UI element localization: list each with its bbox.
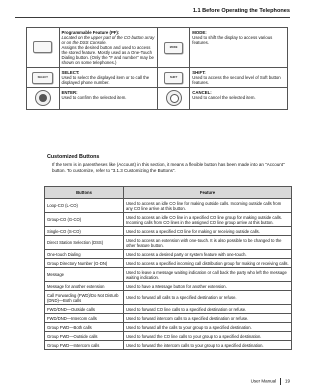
button-feature: Used to access a specified CO line for making or receiving outside calls. [124,227,292,236]
button-name: Group FWD—Outside calls [45,332,124,341]
key-name: MODE: [192,30,207,35]
key-desc: Used to confirm the selected item. [61,95,127,100]
select-key-cell [27,68,60,88]
button-name: FWD/DND—Outside calls [45,305,124,314]
programmable-key-cell [27,28,60,68]
button-name: Loop-CO (L-CO) [45,199,124,213]
button-name: Group FWD—Intercom calls [45,341,124,350]
button-feature: Used to forward all the calls to your group to a specified destination. [124,323,292,332]
key-row [27,68,288,88]
button-name: One-touch Dialing [45,250,124,259]
table-row [45,236,292,250]
table-row [45,341,292,350]
button-name: Group FWD—Both calls [45,323,124,332]
button-feature: Used to access an idle CO line in a specified CO line group for making outside calls. Incoming calls from CO lines in the assigned CO line group arrive at this button. [124,213,292,227]
select-key-icon [32,72,53,84]
mode-key-cell [157,28,189,68]
button-name: Group-CO (G-CO) [45,213,124,227]
table-row [45,323,292,332]
shift-key-icon [164,72,183,84]
shift-key-text [190,68,288,88]
mode-key-text [190,28,288,68]
section-title: Customized Buttons [47,154,100,160]
cancel-key-icon [166,90,182,106]
table-row [45,305,292,314]
button-feature: Used to forward CO line calls to a specified destination or refuse. [124,305,292,314]
mode-key-icon [164,42,183,54]
table-row [45,250,292,259]
table-row [45,332,292,341]
button-name: Group Directory Number (G-DN) [45,259,124,268]
button-feature: Used to access an idle CO line for making outside calls. Incoming outside calls from any CO line arrive at this button. [124,199,292,213]
key-desc-italic: Located on the upper part of the CO button array or on the DSS Console. [61,35,155,45]
key-row [27,88,288,110]
button-name: Single-CO (S-CO) [45,227,124,236]
mode-key-label: MODE [169,45,178,49]
page-footer [251,378,290,385]
table-row [45,282,292,291]
key-desc: Used to shift the display to access various features. [192,35,273,45]
key-desc: Used to cancel the selected item. [192,95,256,100]
table-row [45,199,292,213]
page-header [0,0,300,22]
button-feature: Used to access a specified incoming call distribution group for making or receiving calls. [124,259,292,268]
column-header-buttons: Buttons [45,187,124,199]
header-rule [15,17,290,18]
cancel-key-text [190,88,288,110]
button-name: Message [45,268,124,282]
button-name: FWD/DND—Intercom calls [45,314,124,323]
table-row [45,314,292,323]
key-name: CANCEL: [192,90,212,95]
enter-key-cell [27,88,60,110]
table-row [45,227,292,236]
key-desc: Assigns the desired button and used to access the stored feature. Mostly used as a One-Touch Dialing button. (Only the "F and number" may be shown on some telephones.) [61,45,154,65]
customized-buttons-table [44,186,292,350]
button-feature: Used to leave a message waiting indication or call back the party who left the message waiting indication. [124,268,292,282]
button-feature: Used to access a desired party or system feature with one-touch. [124,250,292,259]
header-title: 1.1 Before Operating the Telephones [192,8,290,14]
key-name: ENTER: [61,90,78,95]
button-feature: Used to forward all calls to a specified destination or refuse. [124,291,292,305]
column-header-feature: Feature [124,187,292,199]
key-description-grid [26,27,288,110]
button-name: Message for another extension [45,282,124,291]
button-feature: Used to forward the CO line calls to your group to a specified destination. [124,332,292,341]
table-header-row [45,187,292,199]
key-name: SELECT: [61,70,80,75]
table-row [45,213,292,227]
key-desc: Used to access the second level of Soft button features. [192,75,281,85]
button-feature: Used to forward intercom calls to a specified destination or refuse. [124,314,292,323]
table-row [45,291,292,305]
programmable-key-text [59,28,157,68]
table-row [45,259,292,268]
button-name: Direct Station Selection (DSS) [45,236,124,250]
button-feature: Used to access an extension with one-touch. It is also possible to be changed to the other feature button. [124,236,292,250]
programmable-key-icon [33,41,52,53]
footer-divider [280,378,281,385]
section-body: If the term is in parentheses like (Account) in this section, it means a flexible button has been made into an "Account" button. To customize, refer to "3.1.3 Customizing the Buttons". [52,162,285,173]
button-name: Call Forwarding (FWD)/Do Not Disturb (DND)—Both calls [45,291,124,305]
key-name: SHIFT: [192,70,206,75]
button-feature: Used to forward the intercom calls to your group to a specified destination. [124,341,292,350]
select-key-text [59,68,157,88]
shift-key-label: SHIFT [169,75,178,79]
button-feature: Used to have a Message button for another extension. [124,282,292,291]
shift-key-cell [157,68,189,88]
page-number: 19 [284,378,290,384]
enter-key-icon [35,90,51,106]
select-key-label: SELECT [37,75,48,79]
key-row [27,28,288,68]
footer-manual-label: User Manual [250,378,277,384]
key-name: Programmable Feature (PF): [61,30,120,35]
key-desc: Used to select the displayed item or to call the displayed phone number. [61,75,150,85]
table-row [45,268,292,282]
enter-key-text [59,88,157,110]
cancel-key-cell [157,88,189,110]
